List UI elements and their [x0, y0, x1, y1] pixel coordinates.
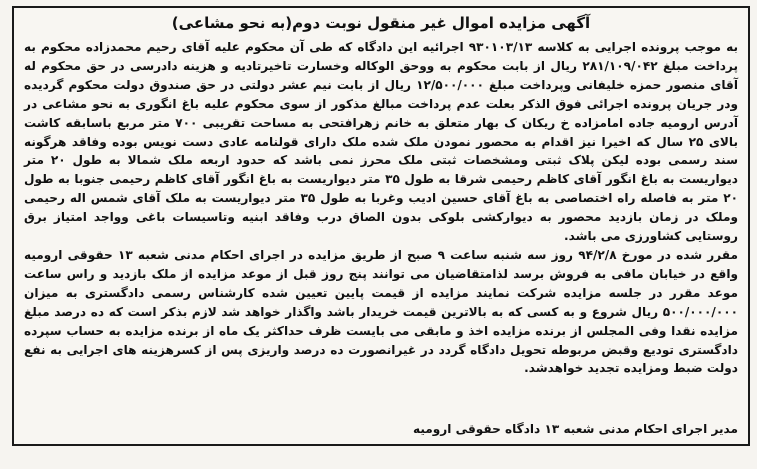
notice-paragraph-2: مقرر شده در مورخ ۹۴/۲/۸ روز سه شنبه ساعت ۹ صبح از طریق مزایده در اجرای احکام مدنی شعبه ۱۳ حقوقی ارومیه واقع در خیابان مافی به فروش برسد لذامتقاضیان می توانند پنج روز قبل از موعد مزایده از ملک بازدید و راس ساعت موعد مقرر در جلسه مزایده شرکت نمایند مزایده از قیمت پایین تعیین شده کارشناس رسمی دادگستری به میزان ۵۰۰/۰۰۰/۰۰۰ ریال شروع و به کسی که به بالاترین قیمت خریدار باشد واگذار خواهد شد لازم بذکر است که ده درصد مبلغ مزایده نقدا وفی المجلس از برنده مزایده اخذ و مابقی می بایست ظرف حداکثر یک ماه از برنده مزایده به حساب سپرده دادگستری تودیع وقبض مربوطه تحویل دادگاه گردد در غیرانصورت ده درصد واریزی پس از کسرهزینه های اجرایی به نفع دولت ضبط ومزایده تجدید خواهدشد.: [24, 247, 738, 376]
notice-paragraph-1: به موجب پرونده اجرایی به کلاسه ۹۳۰۱۰۳/۱۳ اجرائیه این دادگاه که طی آن محکوم علیه آقای رحیم محمدزاده محکوم به پرداخت مبلغ ۲۸۱/۱۰۹/۰۴۲ ریال از بابت محکوم به ووحق الوکاله وخسارت تاخیرتادیه و هزینه دادرسی در حق محکوم له آقای منصور حمزه خلیفانی وپرداخت مبلغ ۱۲/۵۰۰/۰۰۰ ریال از بابت نیم عشر دولتی در حق صندوق دولت محکوم گردیده ودر جریان پرونده اجرائی فوق الذکر بعلت عدم پرداخت مبالغ مذکور از سوی محکوم علیه باغ انگوری به نحو مشاعی در آدرس ارومیه جاده امامزاده خ ریکان ک بهار متعلق به خانم زهرافتحی به مساحت تقریبی ۷۰۰ متر مربع باسابقه کاشت بالای ۲۵ سال که اخیرا نیز اقدام به محصور نمودن ملک شده ملک دارای قولنامه عادی دست نویس بوده وفاقد هرگونه سند رسمی بوده لیکن پلاک ثبتی ومشخصات ثبتی ملک محرز نمی باشد که حدود اربعه ملک شمالا به طول ۲۰ متر دیواریست به باغ انگور آقای کاظم رحیمی شرقا به طول ۳۵ متر دیواریست به باغ انگور آقای کاظم رحیمی جنوبا به طول ۲۰ متر به فاصله راه اختصاصی به باغ آقای حسین ادیب وغربا به طول ۳۵ متر دیواریست به ملک آقای شمس اله رحیمی وملک در زمان بازدید محصور به دیوارکشی بلوکی بدون الصاق درب وفاقد ابنیه وتاسیسات باغی وواجد امتیاز برق روستایی کشاورزی می باشد.: [24, 40, 739, 244]
notice-signature: مدیر اجرای احکام مدنی شعبه ۱۳ دادگاه حقوقی ارومیه: [413, 422, 738, 436]
notice-body: [24, 38, 738, 378]
notice-frame: [12, 6, 750, 446]
notice-title: آگهی مزایده اموال غیر منقول نوبت دوم(به نحو مشاعی): [171, 14, 591, 32]
